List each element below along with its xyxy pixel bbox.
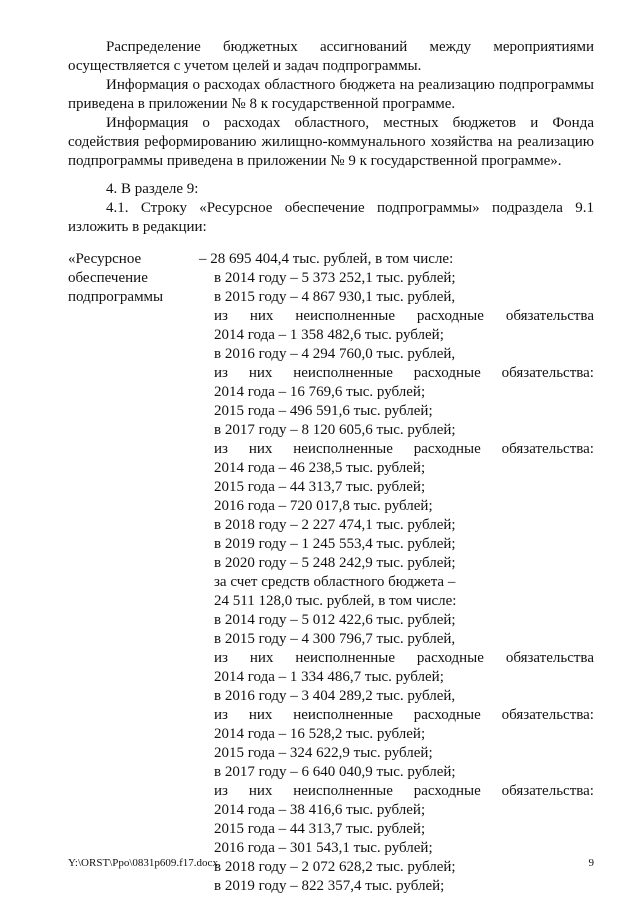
resource-row: 24 511 128,0 тыс. рублей, в том числе: bbox=[214, 593, 457, 609]
label-line: подпрограммы bbox=[68, 289, 164, 305]
label-line: обеспечение bbox=[68, 270, 148, 286]
resource-row: в 2015 году – 4 300 796,7 тыс. рублей, bbox=[214, 631, 456, 647]
resource-row: в 2017 году – 6 640 040,9 тыс. рублей; bbox=[214, 764, 456, 780]
resource-row: в 2014 году – 5 012 422,6 тыс. рублей; bbox=[214, 612, 456, 628]
resource-support-values bbox=[199, 250, 594, 896]
row-word: обязательства bbox=[505, 308, 594, 324]
resource-row: 2014 года – 16 528,2 тыс. рублей; bbox=[214, 726, 426, 742]
row-word: неисполненные bbox=[293, 783, 393, 799]
resource-row: 2014 года – 46 238,5 тыс. рублей; bbox=[214, 460, 426, 476]
resource-support-label bbox=[68, 250, 198, 307]
resource-row: 2015 года – 324 622,9 тыс. рублей; bbox=[214, 745, 433, 761]
row-word: расходные bbox=[413, 441, 481, 457]
page-number: 9 bbox=[588, 857, 594, 869]
row-word: расходные bbox=[413, 707, 481, 723]
resource-row: в 2018 году – 2 227 474,1 тыс. рублей; bbox=[214, 517, 456, 533]
paragraph-regional-budget-info: Информация о расходах областного бюджета на реализацию подпрограммы приведена в приложении № 8 к государственной программе. bbox=[68, 77, 594, 112]
resource-row: 2014 года – 38 416,6 тыс. рублей; bbox=[214, 802, 426, 818]
row-word: неисполненные bbox=[293, 441, 393, 457]
resource-row: 2015 года – 496 591,6 тыс. рублей; bbox=[214, 403, 433, 419]
resource-row: в 2017 году – 8 120 605,6 тыс. рублей; bbox=[214, 422, 456, 438]
resource-row bbox=[214, 782, 594, 801]
resource-row: в 2016 году – 4 294 760,0 тыс. рублей, bbox=[214, 346, 456, 362]
row-word: них bbox=[248, 707, 273, 723]
row-word: расходные bbox=[416, 308, 484, 324]
section-heading: 4. В разделе 9: bbox=[106, 181, 199, 197]
row-word: неисполненные bbox=[293, 707, 393, 723]
resource-row bbox=[214, 440, 594, 459]
resource-row: 2014 года – 16 769,6 тыс. рублей; bbox=[214, 384, 426, 400]
paragraph-fund-info: Информация о расходах областного, местных бюджетов и Фонда содействия реформированию жилищно-коммунального хозяйства на реализацию подпрограммы приведена в приложении № 9 к государственной программе». bbox=[68, 115, 594, 169]
row-word: из bbox=[214, 365, 228, 381]
row-word: из bbox=[214, 650, 228, 666]
row-word: них bbox=[248, 441, 273, 457]
row-word: них bbox=[249, 650, 274, 666]
resource-row bbox=[214, 307, 594, 326]
resource-row: в 2019 году – 822 357,4 тыс. рублей; bbox=[214, 878, 445, 894]
row-word: обязательства bbox=[505, 650, 594, 666]
resource-row: в 2015 году – 4 867 930,1 тыс. рублей, bbox=[214, 289, 456, 305]
paragraph-distribution: Распределение бюджетных ассигнований между мероприятиями осуществляется с учетом целей и задач подпрограммы. bbox=[68, 39, 594, 74]
resource-row: в 2016 году – 3 404 289,2 тыс. рублей, bbox=[214, 688, 456, 704]
resource-row: 2014 года – 1 334 486,7 тыс. рублей; bbox=[214, 669, 444, 685]
resource-row bbox=[214, 364, 594, 383]
instruction-paragraph: 4.1. Строку «Ресурсное обеспечение подпрограммы» подраздела 9.1 изложить в редакции: bbox=[68, 200, 594, 235]
footer-file-path: Y:\ORST\Ppo\0831p609.f17.docx bbox=[68, 857, 218, 869]
row-word: расходные bbox=[416, 650, 484, 666]
resource-row: в 2014 году – 5 373 252,1 тыс. рублей; bbox=[214, 270, 456, 286]
row-word: из bbox=[214, 441, 228, 457]
resource-row: 2016 года – 301 543,1 тыс. рублей; bbox=[214, 840, 433, 856]
row-word: из bbox=[214, 707, 228, 723]
row-word: обязательства: bbox=[501, 441, 594, 457]
resource-row: 2015 года – 44 313,7 тыс. рублей; bbox=[214, 821, 426, 837]
resource-row: 2014 года – 1 358 482,6 тыс. рублей; bbox=[214, 327, 444, 343]
row-word: расходные bbox=[413, 365, 481, 381]
label-line: «Ресурсное bbox=[68, 251, 142, 267]
resource-row bbox=[214, 649, 594, 668]
row-word: из bbox=[214, 783, 228, 799]
resource-row: 2015 года – 44 313,7 тыс. рублей; bbox=[214, 479, 426, 495]
resource-row: в 2020 году – 5 248 242,9 тыс. рублей; bbox=[214, 555, 456, 571]
resource-row: 2016 года – 720 017,8 тыс. рублей; bbox=[214, 498, 433, 514]
row-word: расходные bbox=[413, 783, 481, 799]
resource-row: в 2019 году – 1 245 553,4 тыс. рублей; bbox=[214, 536, 456, 552]
row-word: обязательства: bbox=[501, 365, 594, 381]
row-word: неисполненные bbox=[295, 308, 395, 324]
row-word: них bbox=[248, 783, 273, 799]
row-word: них bbox=[249, 308, 274, 324]
resource-row: за счет средств областного бюджета – bbox=[214, 574, 456, 590]
row-word: неисполненные bbox=[293, 365, 393, 381]
row-word: обязательства: bbox=[501, 707, 594, 723]
row-word: них bbox=[248, 365, 273, 381]
page-footer bbox=[68, 857, 594, 869]
resource-row bbox=[214, 706, 594, 725]
row-word: из bbox=[214, 308, 228, 324]
row-word: неисполненные bbox=[295, 650, 395, 666]
resource-row: – 28 695 404,4 тыс. рублей, в том числе: bbox=[199, 251, 454, 267]
row-word: обязательства: bbox=[501, 783, 594, 799]
resource-row: в 2018 году – 2 072 628,2 тыс. рублей; bbox=[214, 859, 456, 875]
